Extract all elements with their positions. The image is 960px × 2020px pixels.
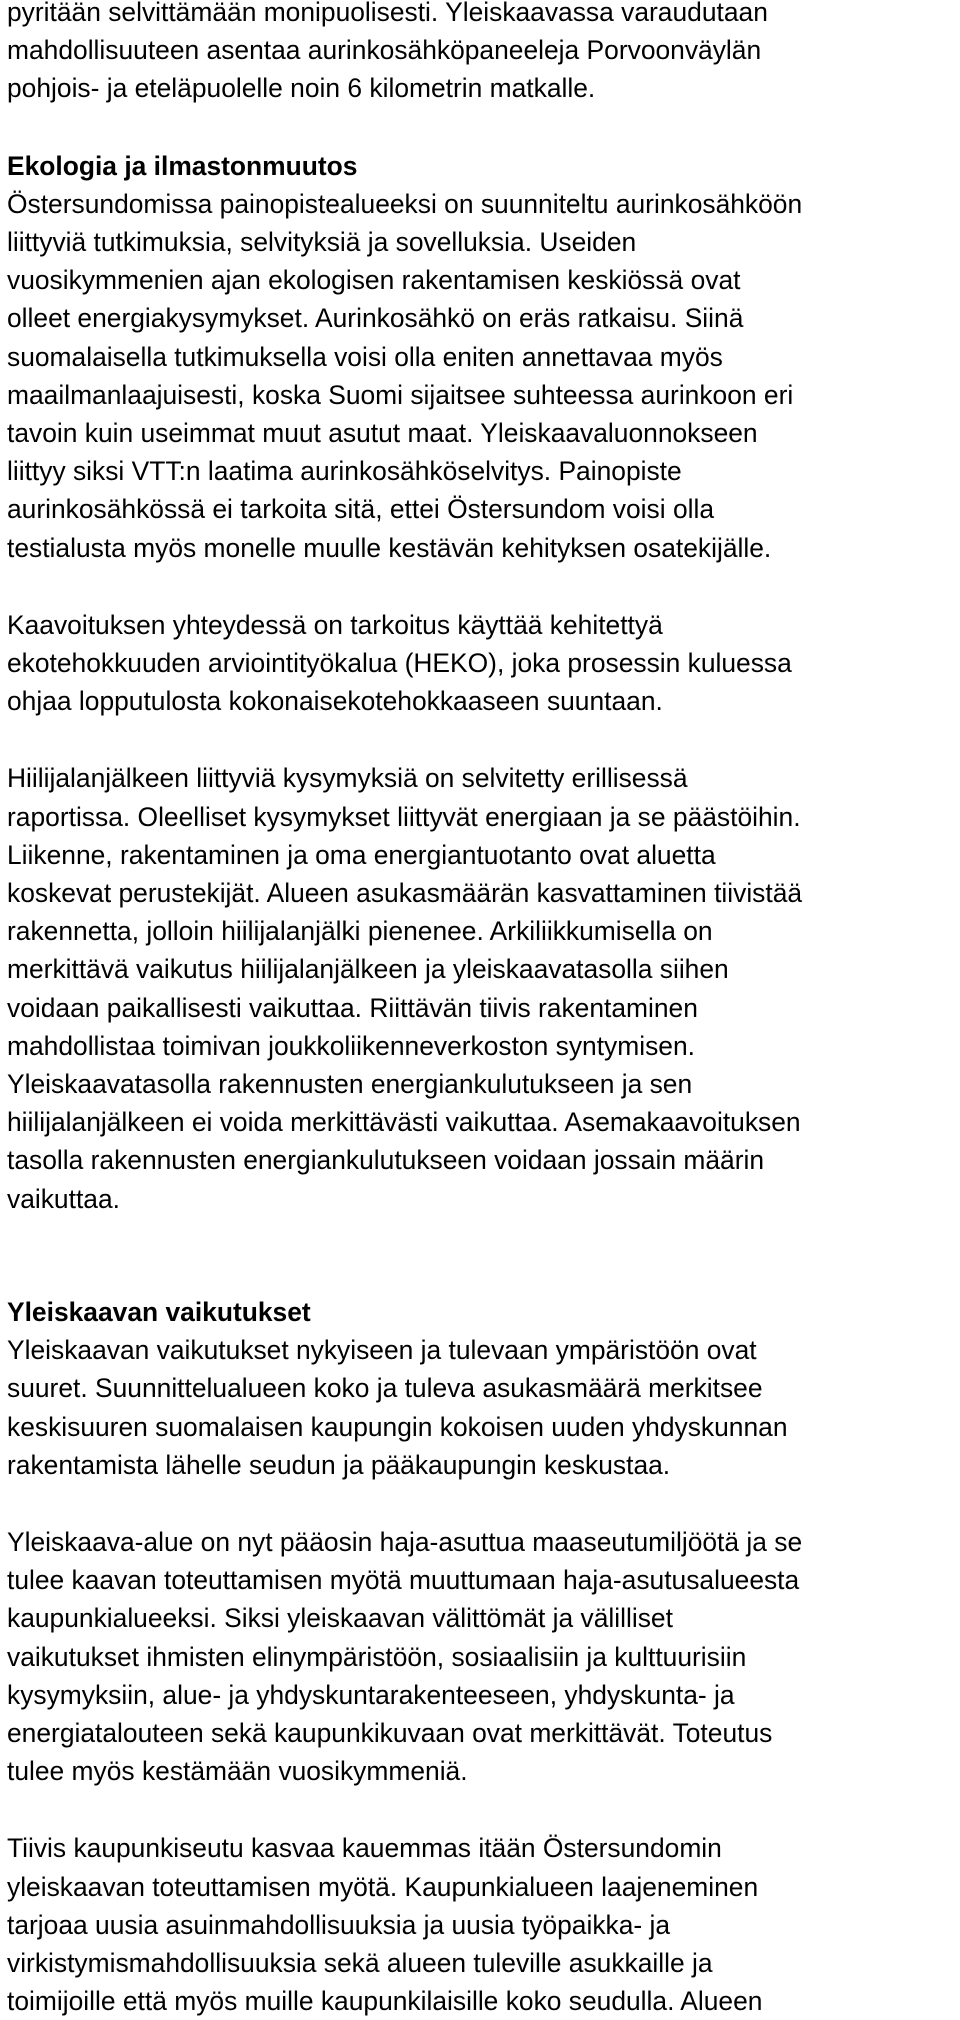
impacts-line-3: keskisuuren suomalaisen kaupungin kokoisen uuden yhdyskunnan [7,1411,788,1442]
area-line-5: kysymyksiin, alue- ja yhdyskuntarakenteeseen, yhdyskunta- ja [7,1679,735,1710]
carbon-line-9: Yleiskaavatasolla rakennusten energiankulutukseen ja sen [7,1069,693,1100]
ecology-line-2: liittyviä tutkimuksia, selvityksiä ja sovelluksia. Useiden [7,227,637,258]
heko-paragraph [7,606,950,721]
ecology-line-3: vuosikymmenien ajan ekologisen rakentamisen keskiössä ovat [7,265,741,296]
spacer [7,108,950,147]
urban-line-2: yleiskaavan toteuttamisen myötä. Kaupunkialueen laajeneminen [7,1871,759,1902]
spacer [7,1790,950,1829]
urban-paragraph [7,1829,950,2020]
urban-line-5: toimijoille että myös muille kaupunkilaisille koko seudulla. Alueen [7,1986,763,2017]
spacer [7,567,950,606]
carbon-line-7: voidaan paikallisesti vaikuttaa. Riittävän tiivis rakentaminen [7,992,698,1023]
area-line-1: Yleiskaava-alue on nyt pääosin haja-asuttua maaseutumiljöötä ja se [7,1526,803,1557]
area-line-2: tulee kaavan toteuttamisen myötä muuttumaan haja-asutusalueesta [7,1565,800,1596]
carbon-line-2: raportissa. Oleelliset kysymykset liittyvät energiaan ja se päästöihin. [7,801,801,832]
urban-line-3: tarjoaa uusia asuinmahdollisuuksia ja uusia työpaikka- ja [7,1909,671,1940]
area-line-6: energiatalouteen sekä kaupunkikuvaan ovat merkittävät. Toteutus [7,1717,773,1748]
intro-line-1: pyritään selvittämään monipuolisesti. Yleiskaavassa varaudutaan [7,0,768,27]
ecology-line-10: testialusta myös monelle muulle kestävän kehityksen osatekijälle. [7,532,772,563]
carbon-line-11: tasolla rakennusten energiankulutukseen voidaan jossain määrin [7,1145,765,1176]
urban-line-4: virkistymismahdollisuuksia sekä alueen tuleville asukkaille ja [7,1947,713,1978]
ecology-line-9: aurinkosähkössä ei tarkoita sitä, ettei Östersundom voisi olla [7,494,715,525]
area-line-3: kaupunkialueeksi. Siksi yleiskaavan välittömät ja välilliset [7,1603,673,1634]
ecology-line-1: Östersundomissa painopistealueeksi on suunniteltu aurinkosähköön [7,188,803,219]
impacts-section [7,1293,950,1484]
impacts-line-2: suuret. Suunnittelualueen koko ja tuleva asukasmäärä merkitsee [7,1373,763,1404]
carbon-line-10: hiilijalanjälkeen ei voida merkittävästi vaikuttaa. Asemakaavoituksen [7,1107,801,1138]
carbon-line-8: mahdollistaa toimivan joukkoliikenneverkoston syntymisen. [7,1030,695,1061]
heko-line-2: ekotehokkuuden arviointityökalua (HEKO), joka prosessin kuluessa [7,648,792,679]
area-line-4: vaikutukset ihmisten elinympäristöön, sosiaalisiin ja kulttuurisiin [7,1641,747,1672]
ecology-line-6: maailmanlaajuisesti, koska Suomi sijaitsee suhteessa aurinkoon eri [7,379,794,410]
intro-line-2: mahdollisuuteen asentaa aurinkosähköpaneeleja Porvoonväylän [7,35,762,66]
carbon-line-5: rakennetta, jolloin hiilijalanjälki pienenee. Arkiliikkumisella on [7,916,713,947]
impacts-line-4: rakentamista lähelle seudun ja pääkaupungin keskustaa. [7,1449,671,1480]
spacer [7,1218,950,1293]
ecology-line-4: olleet energiakysymykset. Aurinkosähkö on eräs ratkaisu. Siinä [7,303,744,334]
intro-paragraph [7,0,950,108]
urban-line-1: Tiivis kaupunkiseutu kasvaa kauemmas itään Östersundomin [7,1833,722,1864]
ecology-section [7,147,950,567]
carbon-line-3: Liikenne, rakentaminen ja oma energiantuotanto ovat aluetta [7,839,716,870]
ecology-line-8: liittyy siksi VTT:n laatima aurinkosähköselvitys. Painopiste [7,456,682,487]
carbon-line-4: koskevat perustekijät. Alueen asukasmäärän kasvattaminen tiivistää [7,878,803,909]
heko-line-1: Kaavoituksen yhteydessä on tarkoitus käyttää kehitettyä [7,609,663,640]
carbon-line-6: merkittävä vaikutus hiilijalanjälkeen ja yleiskaavatasolla siihen [7,954,729,985]
carbon-line-1: Hiilijalanjälkeen liittyviä kysymyksiä on selvitetty erillisessä [7,763,688,794]
impacts-line-1: Yleiskaavan vaikutukset nykyiseen ja tulevaan ympäristöön ovat [7,1335,757,1366]
spacer [7,720,950,759]
spacer [7,1484,950,1523]
ecology-line-5: suomalaisella tutkimuksella voisi olla eniten annettavaa myös [7,341,723,372]
area-line-7: tulee myös kestämään vuosikymmeniä. [7,1756,468,1787]
intro-line-3: pohjois- ja eteläpuolelle noin 6 kilometrin matkalle. [7,73,596,104]
heko-line-3: ohjaa lopputulosta kokonaisekotehokkaaseen suuntaan. [7,686,663,717]
ecology-heading: Ekologia ja ilmastonmuutos [7,150,358,181]
area-paragraph [7,1523,950,1790]
carbon-line-12: vaikuttaa. [7,1183,120,1214]
carbon-paragraph [7,759,950,1217]
impacts-heading: Yleiskaavan vaikutukset [7,1296,311,1327]
ecology-line-7: tavoin kuin useimmat muut asutut maat. Yleiskaavaluonnokseen [7,418,758,449]
